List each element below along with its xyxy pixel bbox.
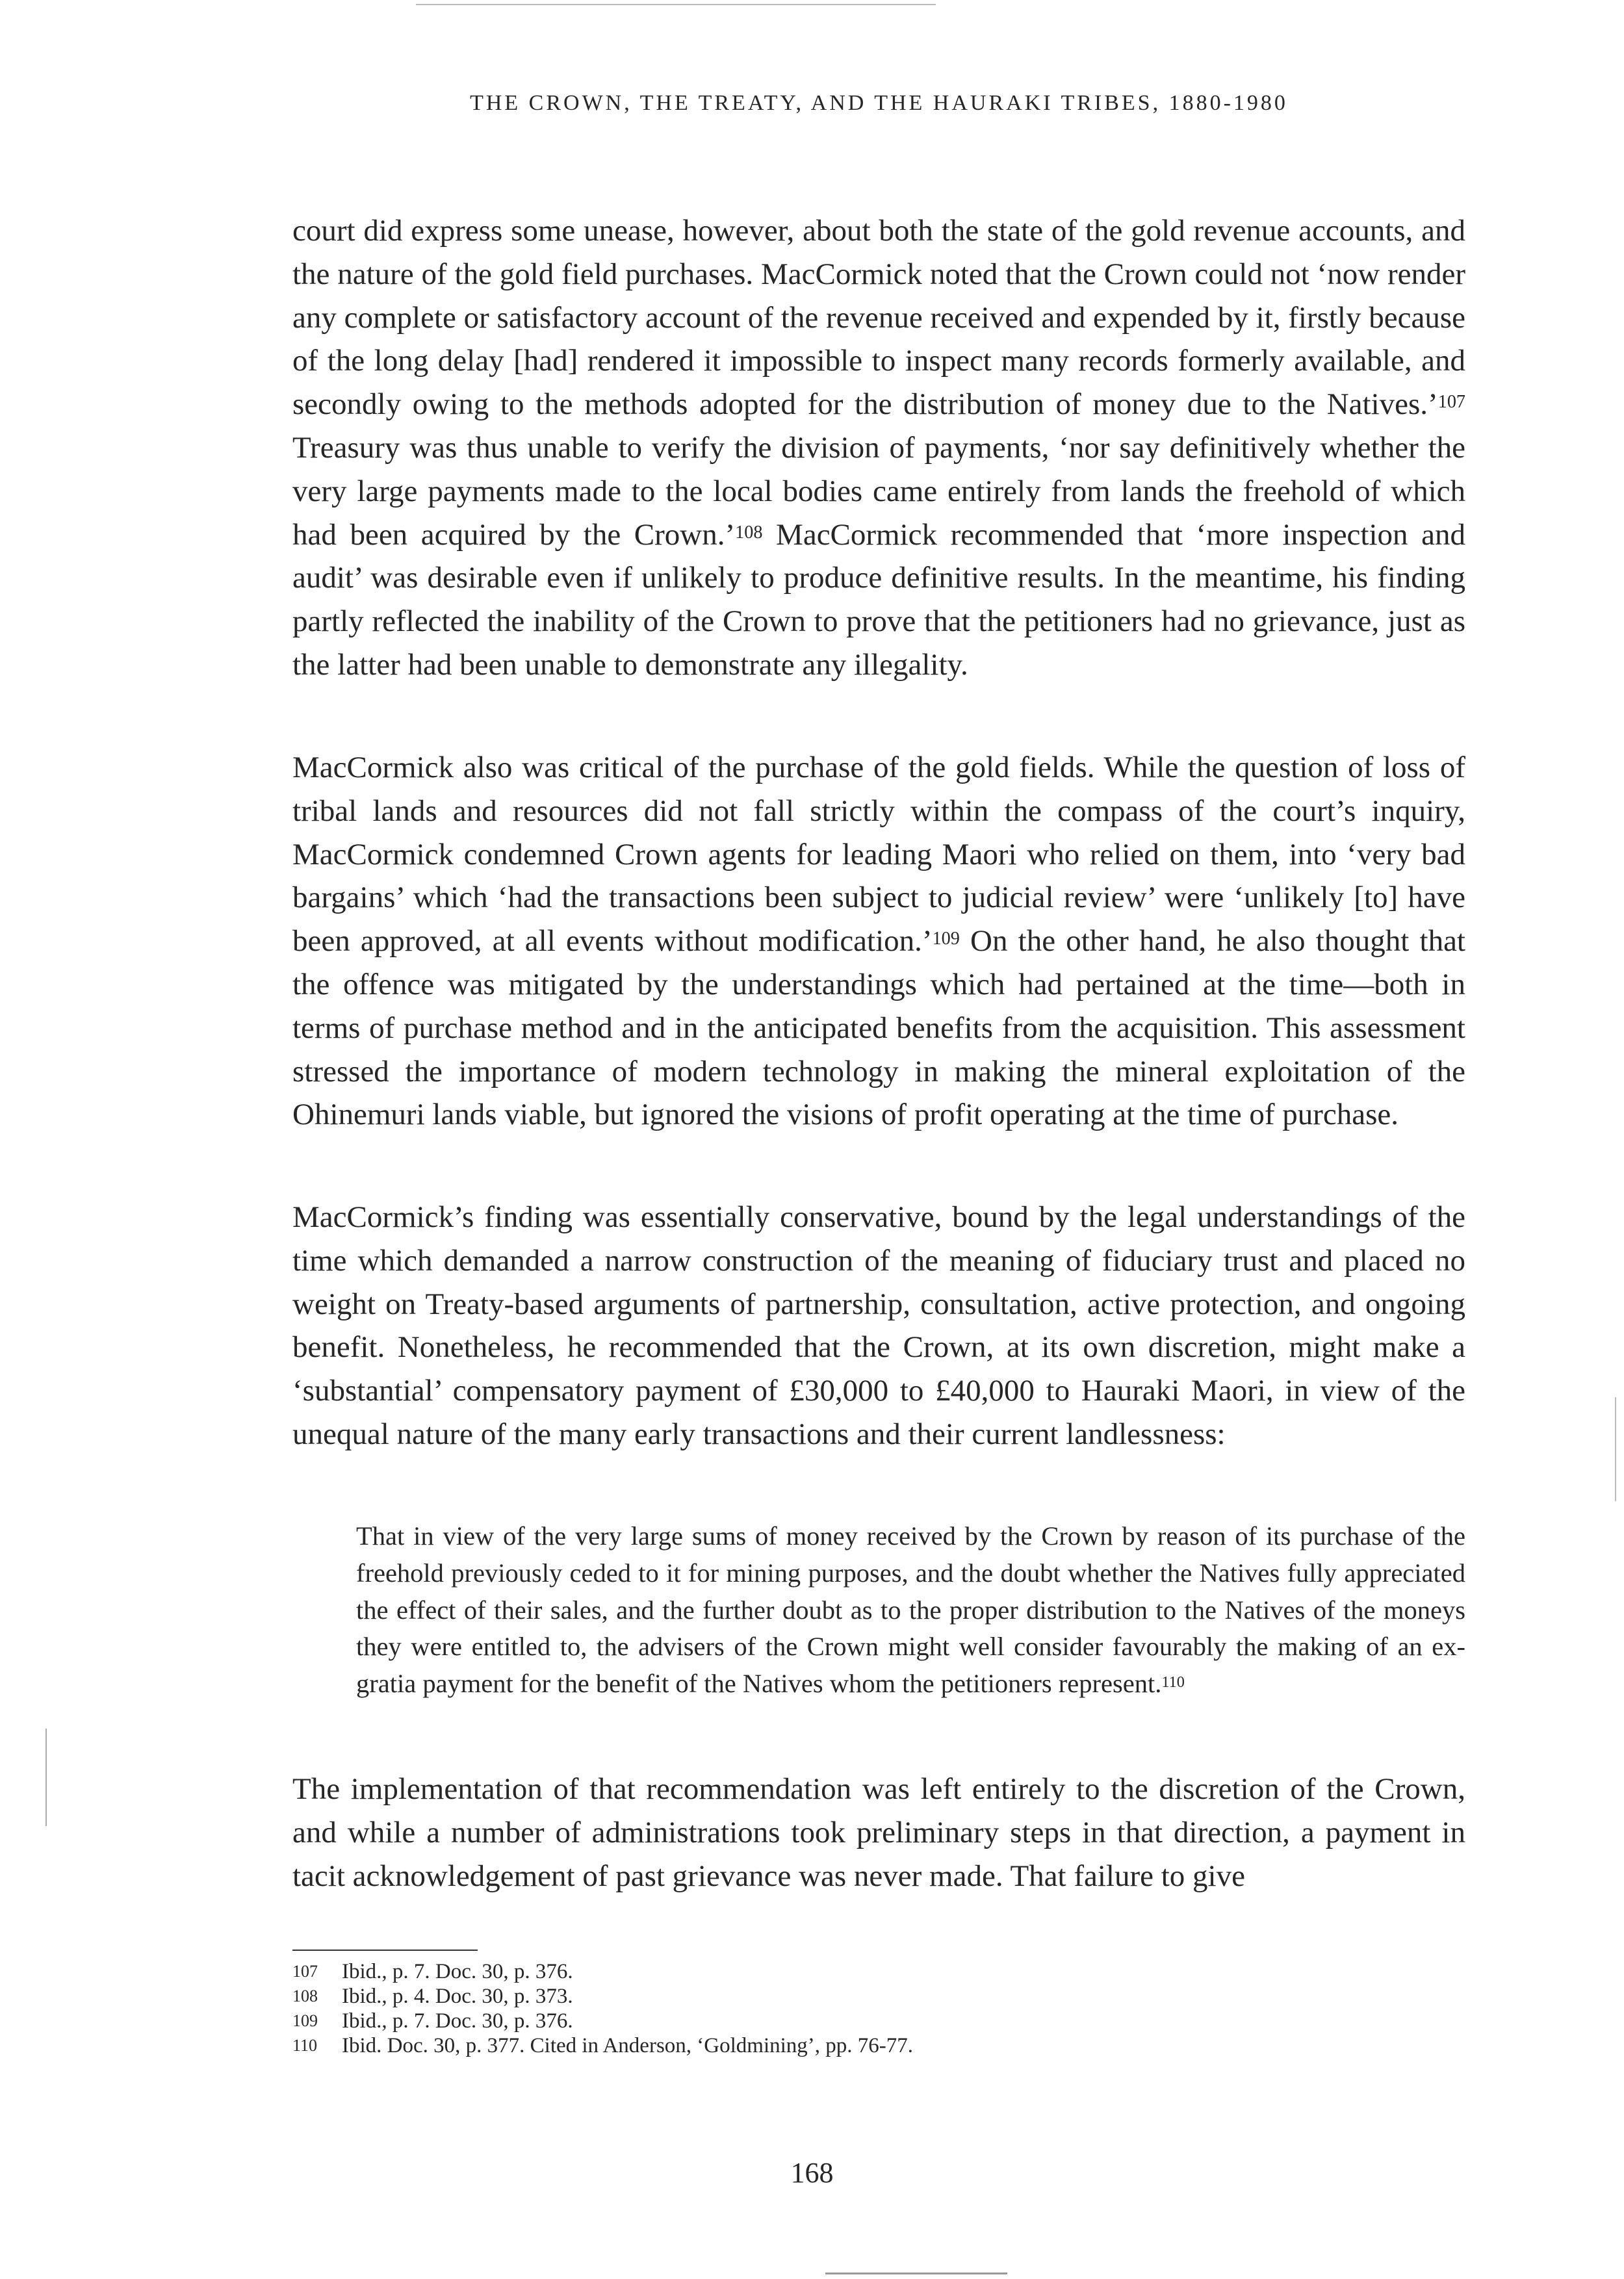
- footnote-number: 109: [292, 2011, 318, 2030]
- footnote-number: 107: [292, 1962, 318, 1981]
- block-quote-text: That in view of the very large sums of money received by the Crown by reason of its purchase of the freehold previously ceded to it for mining purposes, and the doubt whether the Natives fully appreciated the effect of their sales, and the further doubt as to the proper distribution to the Natives of the moneys they were entitled to, the advisers of the Crown might well consider favourably the making of an ex-gratia payment for the benefit of the Natives whom the petitioners represent.: [356, 1521, 1465, 1699]
- footnote-110: [292, 2033, 1072, 2058]
- scan-edge-bottom: [825, 2273, 1007, 2274]
- paragraph-3: MacCormick’s finding was essentially conservative, bound by the legal understandings of the time which demanded a narrow construction of the meaning of fiduciary trust and placed no weight on Treaty-based arguments of partnership, consultation, active protection, and ongoing benefit. Nonetheless, he recommended that the Crown, at its own discretion, might make a ‘substantial’ compensatory payment of £30,000 to £40,000 to Hauraki Maori, in view of the unequal nature of the many early transactions and their current landlessness:: [292, 1200, 1465, 1451]
- footnote-number: 110: [292, 2036, 318, 2055]
- footnote-108: [292, 1984, 1072, 2009]
- block-quote: [356, 1518, 1465, 1703]
- footnote-text: Ibid., p. 7. Doc. 30, p. 376.: [342, 1960, 573, 1983]
- paragraph-2-text-b: On the other hand, he also thought that the offence was mitigated by the understandings which had pertained at the time—both in terms of purchase method and in the anticipated benefits from the acquisition. This assessment stressed the importance of modern technology in making the mineral exploitation of the Ohinemuri lands viable, but ignored the visions of profit operating at the time of purchase.: [292, 924, 1465, 1132]
- footnote-107: [292, 1959, 1072, 1984]
- footnote-divider: [292, 1950, 478, 1951]
- paragraph-2-text-a: MacCormick also was critical of the purchase of the gold fields. While the question of loss of tribal lands and resources did not fall strictly within the compass of the court’s inquiry, MacCormick condemned Crown agents for leading Maori who relied on them, into ‘very bad bargains’ which ‘had the transactions been subject to judicial review’ were ‘unlikely [to] have been approved, at all events without modification.’: [292, 751, 1465, 959]
- paragraph-1-text-b: Treasury was thus unable to verify the division of payments, ‘nor say definitively whether the very large payments made to the local bodies came entirely from lands the freehold of which had been acquired by the Crown.’: [292, 430, 1465, 552]
- footnote-text: Ibid. Doc. 30, p. 377. Cited in Anderson, ‘Goldmining’, pp. 76-77.: [342, 2034, 914, 2057]
- footnote-text: Ibid., p. 4. Doc. 30, p. 373.: [342, 1985, 573, 2008]
- running-head: THE CROWN, THE TREATY, AND THE HAURAKI TRIBES, 1880-1980: [470, 91, 1288, 115]
- paragraph-1: [292, 209, 1465, 687]
- paragraph-4: The implementation of that recommendation was left entirely to the discretion of the Crown, and while a number of administrations took preliminary steps in that direction, a payment in tacit acknowledgement of past grievance was never made. That failure to give: [292, 1772, 1465, 1893]
- footnote-text: Ibid., p. 7. Doc. 30, p. 376.: [342, 2009, 573, 2033]
- footnote-ref-110[interactable]: 110: [1161, 1673, 1185, 1691]
- scan-edge-top: [416, 4, 936, 5]
- paragraph-1-text-c: MacCormick recommended that ‘more inspection and audit’ was desirable even if unlikely to produce definitive results. In the meantime, his finding partly reflected the inability of the Crown to prove that the petitioners had no grievance, just as the latter had been unable to demonstrate any illegality.: [292, 517, 1465, 682]
- footnote-number: 108: [292, 1987, 318, 2005]
- footnote-ref-108[interactable]: 108: [735, 522, 763, 543]
- paragraph-1-text-a: court did express some unease, however, about both the state of the gold revenue accounts, and the nature of the gold field purchases. MacCormick noted that the Crown could not ‘now render any complete or satisfactory account of the revenue received and expended by it, firstly because of the long delay [had] rendered it impossible to inspect many records formerly available, and secondly owing to the methods adopted for the distribution of money due to the Natives.’: [292, 214, 1465, 422]
- scan-edge-right: [1615, 1397, 1616, 1501]
- paragraph-2: [292, 746, 1465, 1137]
- footnote-ref-107[interactable]: 107: [1437, 392, 1465, 413]
- scan-edge-left: [45, 1729, 47, 1826]
- footnote-109: [292, 2009, 1072, 2033]
- footnotes: [292, 1959, 1072, 2058]
- footnote-ref-109[interactable]: 109: [932, 929, 960, 949]
- page-number: 168: [790, 2157, 834, 2189]
